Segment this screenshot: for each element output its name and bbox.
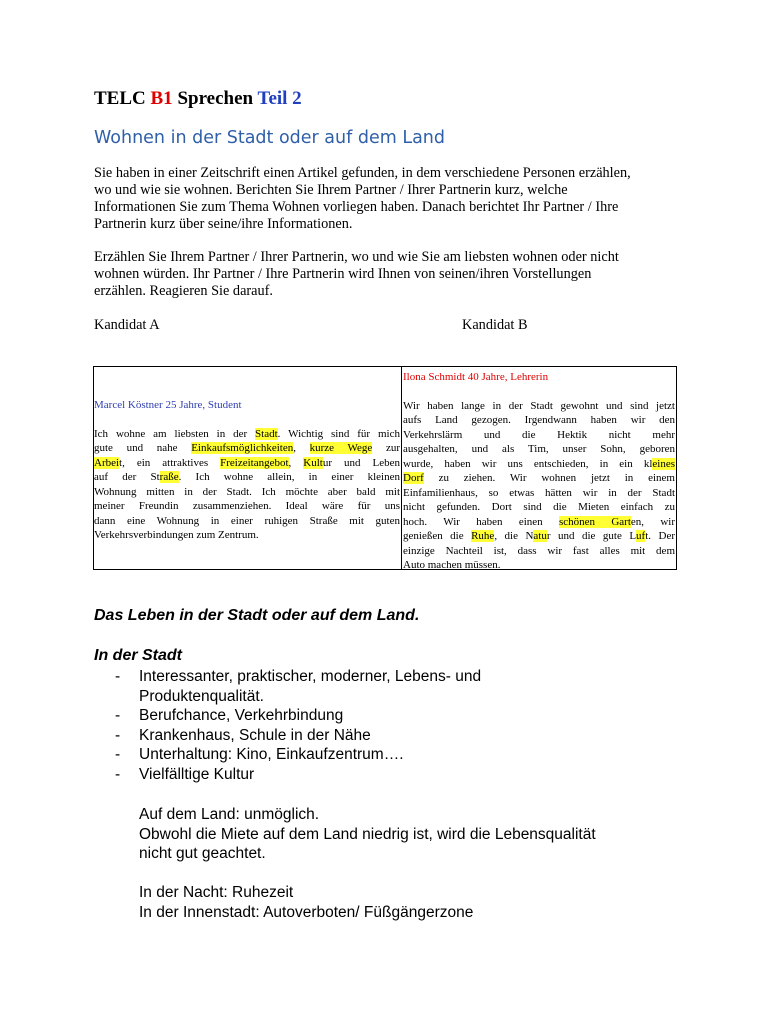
highlight: kurze Wege: [309, 442, 373, 454]
title-part: Teil 2: [257, 88, 302, 109]
list-item: [94, 745, 694, 765]
candidate-b-label: Kandidat B: [462, 317, 528, 333]
text-run: wurde, haben wir uns entschieden, in ein kl: [403, 457, 653, 470]
text-line: einzige Nachteil ist, dass wir fast alles mit dem: [403, 544, 675, 557]
text-run: Ich wohne am liebsten in der: [94, 427, 256, 440]
candidates-table: [93, 366, 677, 570]
text-line: Obwohl die Miete auf dem Land niedrig ist, wird die Lebensqualität: [139, 825, 596, 843]
text-run: hoch. Wir haben einen: [403, 515, 559, 528]
table-divider: [401, 367, 402, 569]
text-line: [403, 471, 675, 486]
highlight: schönen Gart: [558, 515, 631, 528]
text-line: Verkehrslärm und die Hektik nicht mehr: [403, 428, 675, 441]
highlight: uf: [636, 530, 646, 542]
text-run: ,: [293, 442, 310, 454]
topic-heading: Wohnen in der Stadt oder auf dem Land: [94, 128, 445, 148]
text-run: t, ein attraktives: [119, 456, 221, 469]
text-line: wohnen würden. Ihr Partner / Ihre Partnerin wird Ihnen von seinen/ihren Vorstellungen: [94, 266, 592, 282]
text-line: Wir haben lange in der Stadt gewohnt und sind jetzt: [403, 399, 675, 412]
highlight: Dorf: [403, 472, 424, 484]
title-sprechen: Sprechen: [172, 88, 258, 109]
highlight: Ruhe: [471, 530, 495, 542]
text-line: In der Nacht: Ruhezeit: [139, 884, 294, 901]
bullet-dash: -: [115, 726, 121, 744]
bullet-dash: -: [115, 746, 121, 764]
candidate-a-name: Marcel Köstner 25 Jahre, Student: [94, 399, 242, 411]
highlight: Kult: [303, 456, 323, 469]
text-line: Partnerin kurz über seine/ihre Informationen.: [94, 216, 353, 232]
title-level: B1: [150, 88, 173, 109]
text-line: [403, 529, 675, 544]
text-run: gute und nahe: [94, 442, 192, 454]
text-line: dann eine Wohnung in einer ruhigen Straße mit guten: [94, 514, 400, 527]
text-line: wo und wie sie wohnen. Berichten Sie Ihrem Partner / Ihrer Partnerin kurz, welche: [94, 182, 568, 198]
text-line: Berufchance, Verkehrbindung: [139, 707, 344, 725]
candidate-b-cell: [403, 370, 675, 573]
text-line: Auto machen müssen.: [403, 559, 501, 571]
highlight: Stadt: [255, 427, 278, 440]
text-line: [94, 441, 400, 456]
text-line: [94, 427, 400, 442]
text-run: ur und Leben: [322, 456, 400, 469]
text-line: Auf dem Land: unmöglich.: [139, 806, 320, 823]
text-run: . Wichtig sind für mich: [277, 427, 400, 440]
title-telc: TELC: [94, 88, 151, 109]
text-run: zu ziehen. Wir wohnen jetzt in einem: [423, 472, 675, 484]
text-line: nicht gut geachtet.: [139, 845, 266, 863]
highlight: Arbei: [94, 456, 120, 469]
highlight: atu: [533, 530, 547, 542]
text-line: Interessanter, praktischer, moderner, Lebens- und: [139, 668, 482, 685]
list-item: [94, 765, 694, 785]
candidate-a-label: Kandidat A: [94, 317, 160, 333]
bullet-list: [94, 667, 694, 785]
text-line: Unterhaltung: Kino, Einkaufzentrum….: [139, 746, 404, 764]
list-item: [94, 667, 694, 706]
text-line: ausgehalten, und als Tim, unser Sohn, geboren: [403, 443, 675, 455]
page-title: [94, 88, 302, 110]
text-line: Einfamilienhaus, so etwas hätten wir in der Stadt: [403, 486, 675, 499]
text-line: Vielfälltige Kultur: [139, 765, 255, 783]
notes-heading: Das Leben in der Stadt oder auf dem Land.: [94, 607, 420, 624]
text-line: [94, 470, 400, 485]
highlight: raße: [159, 471, 179, 483]
text-line: nicht gefunden. Dort sind die Mieten einfach zu: [403, 501, 675, 513]
text-line: Informationen Sie zum Thema Wohnen vorliegen haben. Danach berichtet Ihr Partner / Ihre: [94, 199, 619, 215]
text-line: Verkehrsverbindungen zum Zentrum.: [94, 529, 259, 541]
list-item: [94, 706, 694, 726]
text-line: Krankenhaus, Schule in der Nähe: [139, 726, 371, 744]
text-run: t. Der: [645, 530, 675, 542]
text-run: , die N: [494, 530, 534, 542]
text-run: ,: [288, 456, 304, 469]
text-line: [403, 457, 675, 472]
text-run: . Ich wohne allein, in einer kleinen: [178, 471, 400, 483]
text-line: aufs Land gezogen. Irgendwann haben wir den: [403, 414, 675, 426]
candidate-b-name: Ilona Schmidt 40 Jahre, Lehrerin: [403, 371, 549, 383]
text-line: [94, 456, 400, 471]
bullet-dash: -: [115, 765, 121, 783]
notes-subheading: In der Stadt: [94, 647, 183, 664]
text-run: zur: [372, 442, 400, 454]
notes-block-night: [139, 883, 699, 922]
text-run: en, wir: [630, 515, 675, 528]
text-run: r und die gute L: [546, 530, 637, 542]
notes-block-land: [139, 805, 699, 864]
bullet-dash: -: [115, 668, 121, 685]
list-item: [94, 726, 694, 746]
text-line: Sie haben in einer Zeitschrift einen Artikel gefunden, in dem verschiedene Personen erzählen,: [94, 165, 631, 181]
text-line: In der Innenstadt: Autoverboten/ Füßgängerzone: [139, 903, 474, 921]
bullet-dash: -: [115, 707, 121, 725]
text-run: genießen die: [403, 530, 472, 542]
highlight: Freizeitangebot: [220, 456, 289, 469]
text-line: Erzählen Sie Ihrem Partner / Ihrer Partnerin, wo und wie Sie am liebsten wohnen oder nicht: [94, 249, 619, 265]
highlight: eines: [652, 457, 675, 470]
intro-paragraph-1: [94, 165, 680, 233]
candidate-a-cell: [94, 398, 400, 543]
text-run: auf der St: [94, 471, 160, 483]
text-line: erzählen. Reagieren Sie darauf.: [94, 283, 274, 299]
text-line: Produktenqualität.: [139, 687, 264, 705]
text-line: meiner Freundin zusammenziehen. Ideal wäre für uns: [94, 500, 400, 512]
intro-paragraph-2: [94, 249, 680, 300]
text-line: Wohnung mitten in der Stadt. Ich möchte aber bald mit: [94, 485, 400, 498]
text-line: [403, 515, 675, 530]
highlight: Einkaufsmöglichkeiten: [191, 442, 294, 454]
